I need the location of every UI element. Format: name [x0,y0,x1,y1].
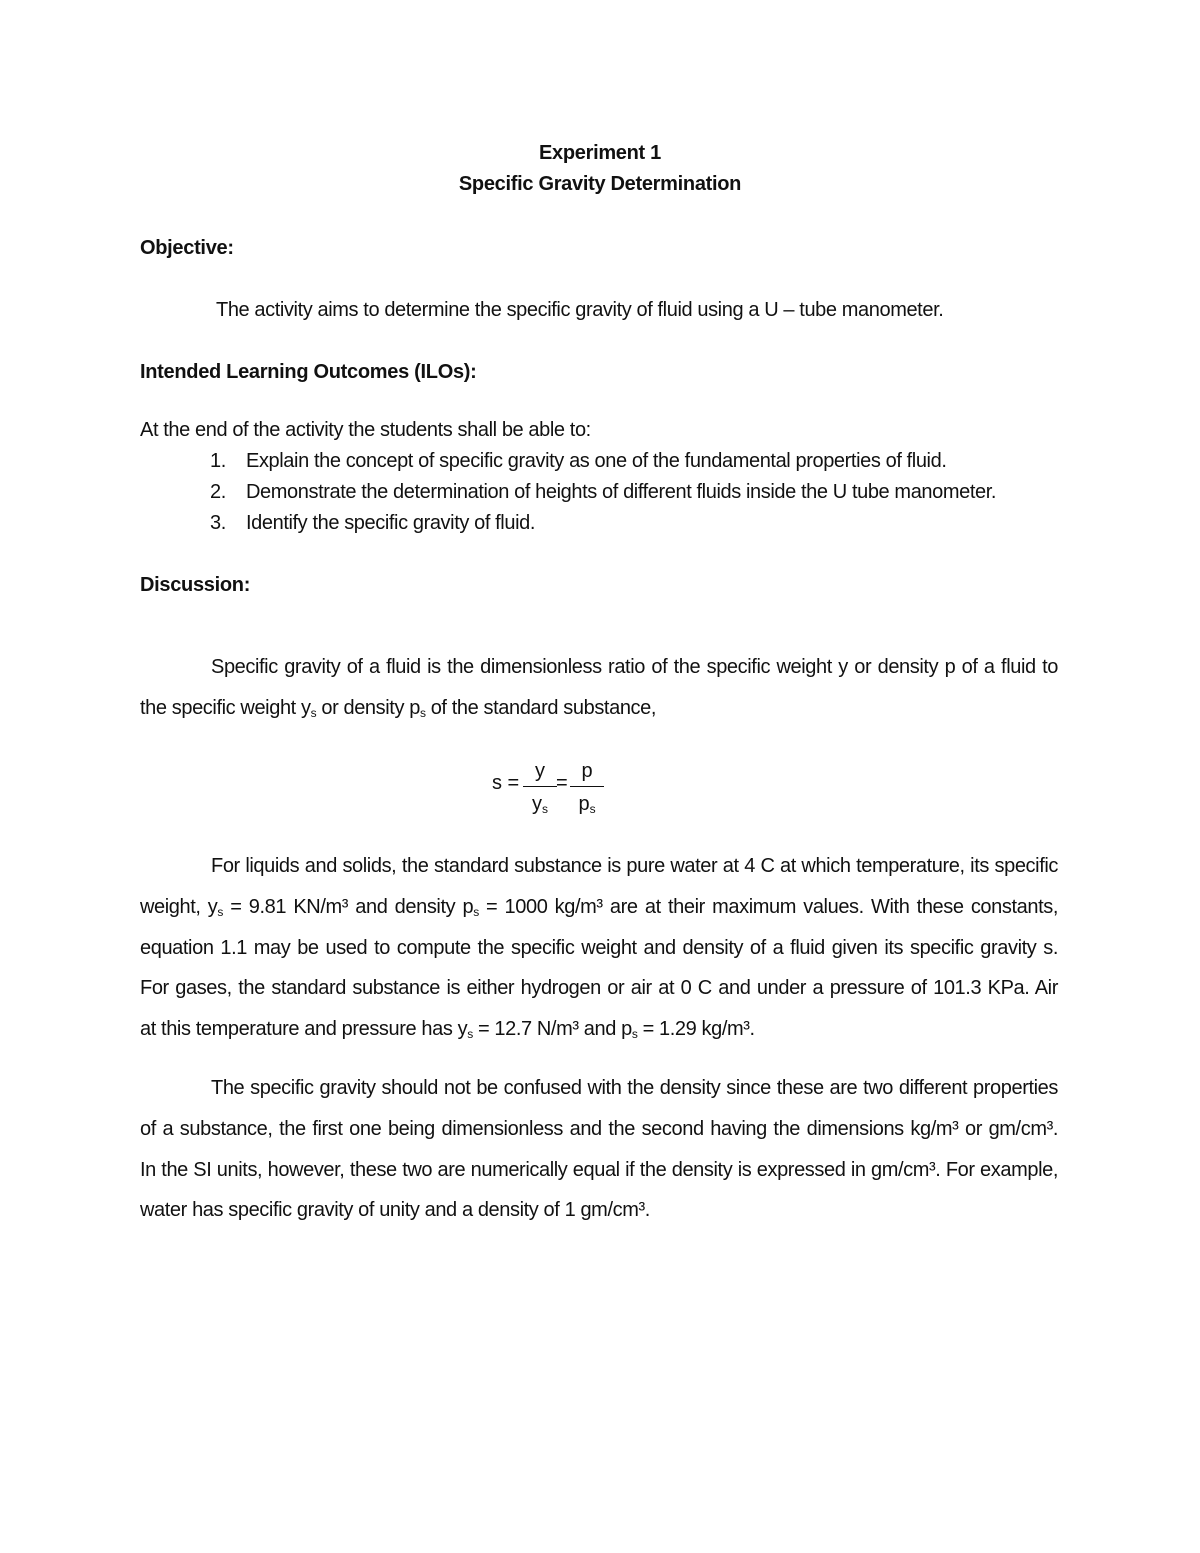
objective-heading: Objective: [140,237,234,259]
title-experiment-number: Experiment 1 [538,142,661,164]
fraction-bar [570,786,604,787]
objective-text: The activity aims to determine the specific gravity of fluid using a U – tube manometer. [216,299,944,321]
para2-line5-part: = 1.29 kg/m³. [637,1018,755,1040]
para1-line2-part: or density p [316,697,420,719]
para2-line2-part: weight, y [140,896,218,918]
ilo-item-number: 1. [210,450,226,472]
fraction-numerator: y [535,760,545,782]
subscript: s [589,802,596,816]
subscript: s [467,1027,473,1041]
denominator-base: y [532,793,542,815]
para2-line5-part: at this temperature and pressure has y [140,1018,468,1040]
title-experiment-name: Specific Gravity Determination [458,173,742,195]
para2-line4: For gases, the standard substance is either hydrogen or air at 0 C and under a pressure of 101.3 KPa. Air [140,977,1058,999]
para1-line1: Specific gravity of a fluid is the dimensionless ratio of the specific weight y or density p of a fluid to [211,656,1058,678]
formula-fraction-weight [523,758,557,817]
formula-lhs: s = [492,772,520,794]
fraction-denominator [570,791,604,817]
para2-line1: For liquids and solids, the standard substance is pure water at 4 C at which temperature, its specific [211,855,1058,877]
fraction-denominator [523,791,557,817]
denominator-base: p [578,793,590,815]
ilo-item-text: Explain the concept of specific gravity as one of the fundamental properties of fluid. [246,450,947,472]
ilo-item-text: Demonstrate the determination of heights of different fluids inside the U tube manometer. [246,481,997,503]
para2-line2-part: = 9.81 KN/m³ and density p [223,896,474,918]
para2-line5 [140,1018,755,1041]
subscript: s [310,706,317,720]
para3-line4: water has specific gravity of unity and a density of 1 gm/cm³. [140,1199,650,1221]
ilo-heading: Intended Learning Outcomes (ILOs): [140,361,477,383]
fraction-bar [523,786,557,787]
subscript: s [217,905,224,919]
para2-line5-part: = 12.7 N/m³ and p [472,1018,632,1040]
specific-gravity-formula [0,758,1200,828]
para1-line2 [140,697,656,720]
para2-line2 [140,896,1058,919]
subscript: s [473,905,479,919]
ilo-item-number: 3. [210,512,226,534]
subscript: s [631,1027,638,1041]
para3-line2: of a substance, the first one being dimensionless and the second having the dimensions kg/m³ or gm/cm³. [140,1118,1058,1140]
para1-line2-part: of the standard substance, [425,697,657,719]
formula-fraction-density [570,758,604,817]
discussion-heading: Discussion: [140,574,251,596]
ilo-item-1 [210,450,946,473]
ilo-intro: At the end of the activity the students shall be able to: [140,419,591,441]
fraction-numerator: p [581,760,593,782]
ilo-item-number: 2. [210,481,226,503]
formula-equals: = [556,772,568,794]
ilo-item-text: Identify the specific gravity of fluid. [246,512,535,534]
subscript: s [542,802,548,816]
para2-line3: equation 1.1 may be used to compute the specific weight and density of a fluid given its specific gravity s. [140,937,1058,959]
para3-line3: In the SI units, however, these two are numerically equal if the density is expressed in gm/cm³. For example, [140,1159,1058,1181]
ilo-item-2 [210,481,996,504]
subscript: s [419,706,426,720]
ilo-item-3 [210,512,535,535]
para3-line1: The specific gravity should not be confused with the density since these are two different properties [211,1077,1058,1099]
para2-line2-part: = 1000 kg/m³ are at their maximum values. With these constants, [478,896,1058,918]
para1-line2-part: the specific weight y [140,697,311,719]
